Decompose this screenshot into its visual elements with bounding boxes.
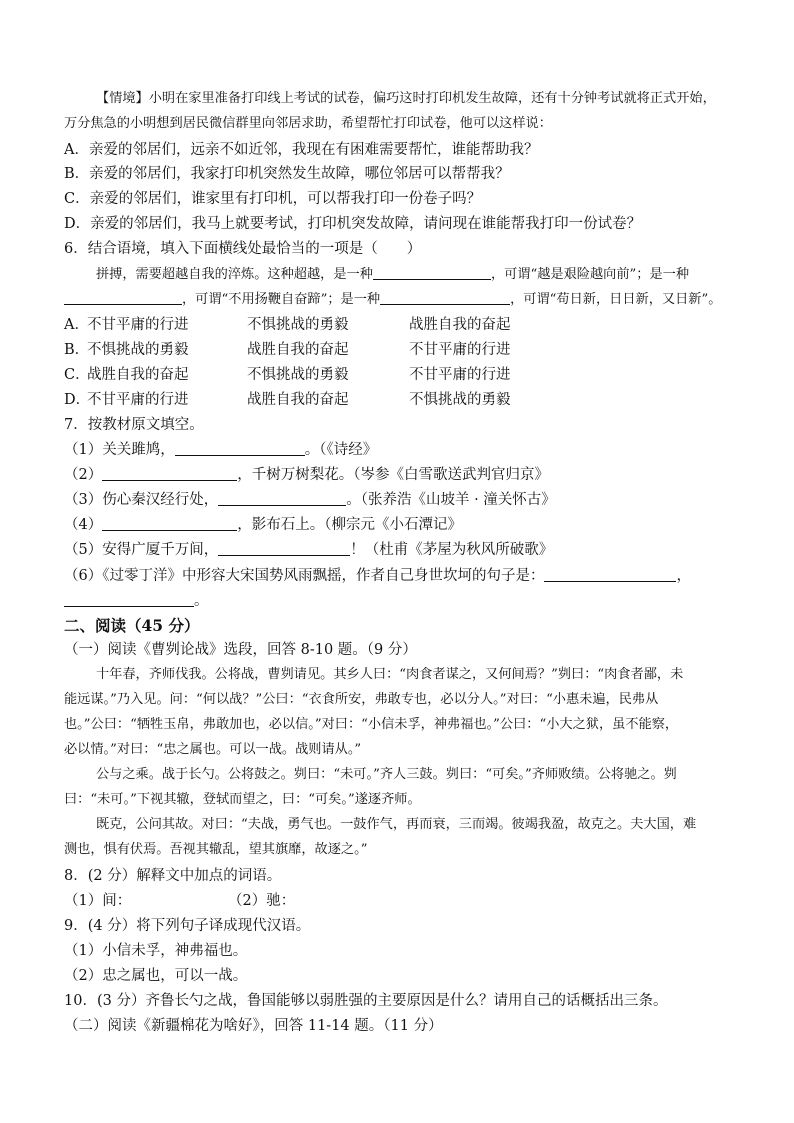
q6-option-choice: 不惧挑战的勇毅 <box>247 367 349 383</box>
q7-item-2 <box>64 465 549 485</box>
q7-item-6 <box>64 566 691 586</box>
q6-option-choice: 不惧挑战的勇毅 <box>87 342 189 358</box>
q7-item-1 <box>64 440 377 460</box>
situation-line-2: 万分焦急的小明想到居民微信群里向邻居求助，希望帮忙打印试卷，他可以这样说： <box>64 116 552 131</box>
q7-stem: 7．按教材原文填空。 <box>64 417 204 433</box>
passage-line-6: 曰：“未可。”下视其辙，登轼而望之，曰：“可矣。”遂逐齐师。 <box>64 792 421 807</box>
situation-text-1: 小明在家里准备打印线上考试的试卷，偏巧这时打印机发生故障，还有十分钟考试就将正式开始， <box>148 91 716 106</box>
q6-option-letter: D． <box>64 392 91 408</box>
q6-option-choice: 不甘平庸的行进 <box>87 317 189 333</box>
q6-option-letter: A． <box>64 317 89 333</box>
q9-item-2: （2）忠之属也，可以一战。 <box>64 968 248 984</box>
q7-item-5-prefix: （5）安得广厦千万间， <box>64 542 219 558</box>
q6-passage-line-2 <box>64 290 721 310</box>
passage-line-3: 也。”公曰：“牺牲玉帛，弗敢加也，必以信。”对曰：“小信未孚，神弗福也。”公曰：“小大之狱，虽不能察， <box>64 717 679 732</box>
q7-item-6-comma: ， <box>676 568 691 584</box>
q7-item-2-prefix: （2） <box>64 467 103 483</box>
q6-option-letter: B． <box>64 342 90 358</box>
q6-option-choice: 战胜自我的奋起 <box>87 367 189 383</box>
q7-item-5 <box>64 540 553 560</box>
q7-blank-5[interactable] <box>218 541 350 556</box>
passage-line-1: 十年春，齐师伐我。公将战，曹刿请见。其乡人曰：“肉食者谋之，又何间焉？”刿曰：“肉食者鄙，未 <box>96 667 684 682</box>
situation-line-1 <box>96 89 716 109</box>
q8-item-1: （1）间： <box>64 893 132 909</box>
q7-item-6-prefix: （6）《过零丁洋》中形容大宋国势风雨飘摇，作者自己身世坎坷的句子是： <box>64 568 545 584</box>
passage-line-8: 测也，惧有伏焉。吾视其辙乱，望其旗靡，故逐之。” <box>64 842 368 857</box>
q5-option-b: B．亲爱的邻居们，我家打印机突然发生故障，哪位邻居可以帮帮我？ <box>64 166 510 182</box>
reading-part-2-heading: （二）阅读《新疆棉花为啥好》，回答 11-14 题。（11 分） <box>64 1018 443 1034</box>
q6-passage-line-1 <box>96 265 689 285</box>
q8-item-2: （2）驰： <box>228 893 296 909</box>
q6-option-choice: 战胜自我的奋起 <box>247 342 349 358</box>
q7-item-3-suffix: 。（张养浩《山坡羊 · 潼关怀古》 <box>346 492 556 508</box>
passage-line-2: 能远谋。”乃入见。问：“何以战？”公曰：“衣食所安，弗敢专也，必以分人。”对曰：“小惠未遍，民弗从 <box>64 692 659 707</box>
q9-stem: 9．(4 分）将下列句子译成现代汉语。 <box>64 918 311 934</box>
q6-blank-2[interactable] <box>64 290 182 305</box>
situation-tag: 【情境】 <box>96 91 149 106</box>
q7-item-2-suffix: ，千树万树梨花。（岑参《白雪歌送武判官归京》 <box>237 467 549 483</box>
q6-option-choice: 不甘平庸的行进 <box>409 342 511 358</box>
q6-option-choice: 战胜自我的奋起 <box>247 392 349 408</box>
q7-item-3 <box>64 490 556 510</box>
passage-line-4: 必以情。”对曰：“忠之属也。可以一战。战则请从。” <box>64 742 362 757</box>
q6-blank-3[interactable] <box>380 290 510 305</box>
q7-item-4-suffix: ，影布石上。（柳宗元《小石潭记》 <box>237 517 462 533</box>
passage-line-7: 既克，公问其故。对曰：“夫战，勇气也。一鼓作气，再而衰，三而竭。彼竭我盈，故克之。夫大国，难 <box>96 817 697 832</box>
q7-blank-7[interactable] <box>64 592 194 607</box>
q5-option-d: D．亲爱的邻居们，我马上就要考试，打印机突发故障，请问现在谁能帮我打印一份试卷？ <box>64 216 642 232</box>
q7-item-6-continued <box>64 591 209 611</box>
q7-blank-4[interactable] <box>102 516 237 531</box>
q6-text-2a: ，可谓“不用扬鞭自奋蹄”；是一种 <box>182 292 381 307</box>
q9-item-1: （1）小信未孚，神弗福也。 <box>64 943 248 959</box>
q6-option-letter: C． <box>64 367 90 383</box>
q7-item-3-prefix: （3）伤心秦汉经行处， <box>64 492 219 508</box>
q7-item-4 <box>64 515 462 535</box>
q7-blank-6[interactable] <box>544 567 676 582</box>
q7-blank-2[interactable] <box>102 466 237 481</box>
q6-text-1a: 拼搏，需要超越自我的淬炼。这种超越，是一种 <box>96 267 373 282</box>
q10-stem: 10．(3 分）齐鲁长勺之战，鲁国能够以弱胜强的主要原因是什么？请用自己的话概括出三条。 <box>64 993 668 1009</box>
q6-text-2b: ，可谓“苟日新，日日新，又日新”。 <box>510 292 722 307</box>
q7-item-6-end: 。 <box>194 593 209 609</box>
q7-item-4-prefix: （4） <box>64 517 103 533</box>
section-2-heading: 二、阅读（45 分） <box>64 616 200 635</box>
q5-option-c: C．亲爱的邻居们，谁家里有打印机，可以帮我打印一份卷子吗？ <box>64 191 482 207</box>
q5-option-a: A．亲爱的邻居们，远亲不如近邻，我现在有困难需要帮忙，谁能帮助我？ <box>64 142 539 158</box>
q7-item-1-suffix: 。（《诗经》 <box>304 442 378 458</box>
q7-blank-1[interactable] <box>175 441 305 456</box>
q6-option-choice: 战胜自我的奋起 <box>409 317 511 333</box>
q8-stem: 8．(2 分）解释文中加点的词语。 <box>64 868 282 884</box>
q6-option-choice: 不甘平庸的行进 <box>87 392 189 408</box>
passage-line-5: 公与之乘。战于长勺。公将鼓之。刿曰：“未可。”齐人三鼓。刿曰：“可矣。”齐师败绩。公将驰之。刿 <box>96 767 677 782</box>
q6-blank-1[interactable] <box>373 265 491 280</box>
q6-stem: 6．结合语境，填入下面横线处最恰当的一项是（ ） <box>64 241 422 257</box>
q6-option-choice: 不甘平庸的行进 <box>409 367 511 383</box>
q6-option-choice: 不惧挑战的勇毅 <box>409 392 511 408</box>
q7-blank-3[interactable] <box>218 491 346 506</box>
q6-text-1b: ，可谓“越是艰险越向前”；是一种 <box>490 267 690 282</box>
q7-item-1-prefix: （1）关关雎鸠， <box>64 442 175 458</box>
q6-option-choice: 不惧挑战的勇毅 <box>247 317 349 333</box>
q7-item-5-suffix: ！（杜甫《茅屋为秋风所破歌》 <box>350 542 554 558</box>
reading-part-1-heading: （一）阅读《曹刿论战》选段，回答 8-10 题。（9 分） <box>64 642 417 658</box>
